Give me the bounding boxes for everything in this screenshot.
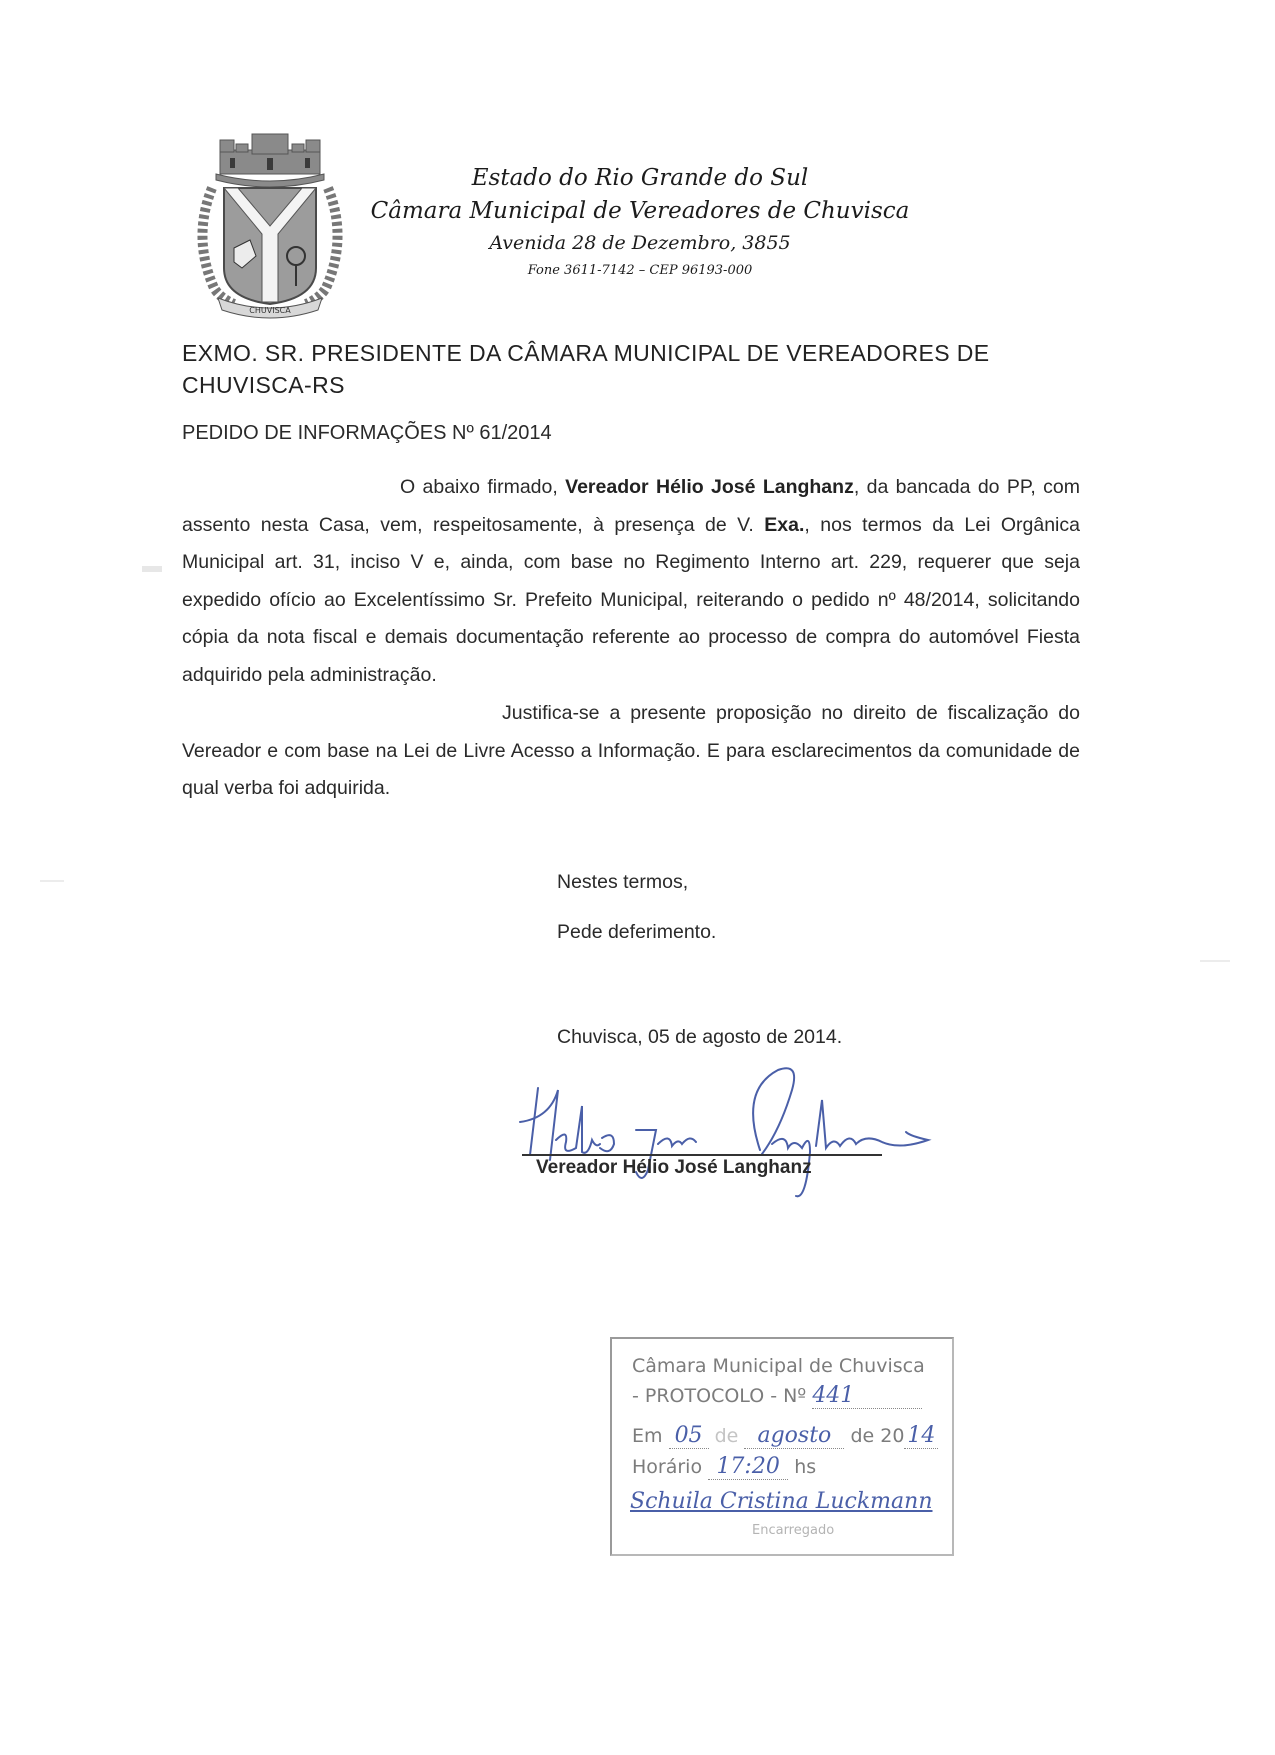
stamp-title: Câmara Municipal de Chuvisca — [632, 1355, 925, 1377]
stamp-receiver-signature: Schuila Cristina Luckmann — [630, 1489, 933, 1514]
stamp-date-prefix: Em — [632, 1425, 663, 1447]
stamp-de-label: de — [714, 1425, 739, 1447]
p1-exa: Exa. — [764, 513, 805, 536]
stamp-protocol-label: - PROTOCOLO - Nº — [632, 1385, 807, 1407]
scan-artifact — [142, 566, 162, 572]
stamp-protocol-row — [632, 1383, 922, 1409]
p1-intro: O abaixo firmado, — [400, 476, 566, 498]
stamp-day: 05 — [669, 1423, 709, 1449]
signature-line — [522, 1154, 882, 1156]
closing-terms: Nestes termos, — [557, 871, 689, 893]
addressee-line-2: CHUVISCA-RS — [182, 372, 345, 398]
addressee — [182, 337, 1082, 401]
stamp-time-suffix: hs — [794, 1456, 817, 1478]
stamp-date-row — [632, 1423, 938, 1449]
councilor-name: Vereador Hélio José Langhanz — [565, 476, 854, 498]
seal-ribbon-text: CHUVISCA — [249, 306, 291, 315]
stamp-time-value: 17:20 — [708, 1454, 788, 1480]
handwritten-signature — [510, 1060, 950, 1210]
letterhead-contact: Fone 3611-7142 – CEP 96193-000 — [527, 263, 753, 278]
place-date: Chuvisca, 05 de agosto de 2014. — [557, 1026, 843, 1048]
letterhead-address: Avenida 28 de Dezembro, 3855 — [489, 232, 791, 254]
letterhead-chamber: Câmara Municipal de Vereadores de Chuvisca — [370, 198, 910, 224]
body-paragraph-1 — [182, 469, 1080, 694]
stamp-year-prefix: de 20 — [850, 1425, 905, 1447]
request-number: PEDIDO DE INFORMAÇÕES Nº 61/2014 — [182, 422, 552, 444]
p1-tail: , nos termos da Lei Orgânica Municipal art. 31, inciso V e, ainda, com base no Regimento Interno art. 229, requerer que seja expedido ofício ao Excelentíssimo Sr. Prefeito Municipal, reiterando o pedido nº 48/2014, solicitando cópia da nota fiscal e demais documentação referente ao processo de compra do automóvel Fiesta adquirido pela administração. — [182, 513, 1080, 686]
stamp-time-label: Horário — [632, 1456, 703, 1478]
body-paragraph-2: Justifica-se a presente proposição no direito de fiscalização do Vereador e com base na Lei de Livre Acesso a Informação. E para esclarecimentos da comunidade de qual verba foi adquirida. — [182, 702, 1080, 799]
scan-artifact — [40, 880, 64, 882]
stamp-year-suffix: 14 — [904, 1423, 938, 1449]
letterhead-state: Estado do Rio Grande do Sul — [471, 165, 809, 191]
protocol-stamp — [610, 1337, 954, 1556]
closing-request: Pede deferimento. — [557, 921, 717, 943]
stamp-month: agosto — [744, 1423, 844, 1449]
stamp-time-row — [632, 1454, 816, 1480]
municipal-coat-of-arms — [190, 128, 350, 323]
stamp-receiver-role: Encarregado — [752, 1523, 835, 1538]
stamp-protocol-number: 441 — [812, 1383, 922, 1409]
signatory-name: Vereador Hélio José Langhanz — [536, 1157, 812, 1178]
addressee-line-1: EXMO. SR. PRESIDENTE DA CÂMARA MUNICIPAL DE VEREADORES DE — [182, 340, 990, 366]
scan-artifact — [1200, 960, 1230, 962]
p1-rest: , da bancada do PP, com assento nesta Casa, vem, respeitosamente, à presença de V. — [182, 476, 1080, 536]
